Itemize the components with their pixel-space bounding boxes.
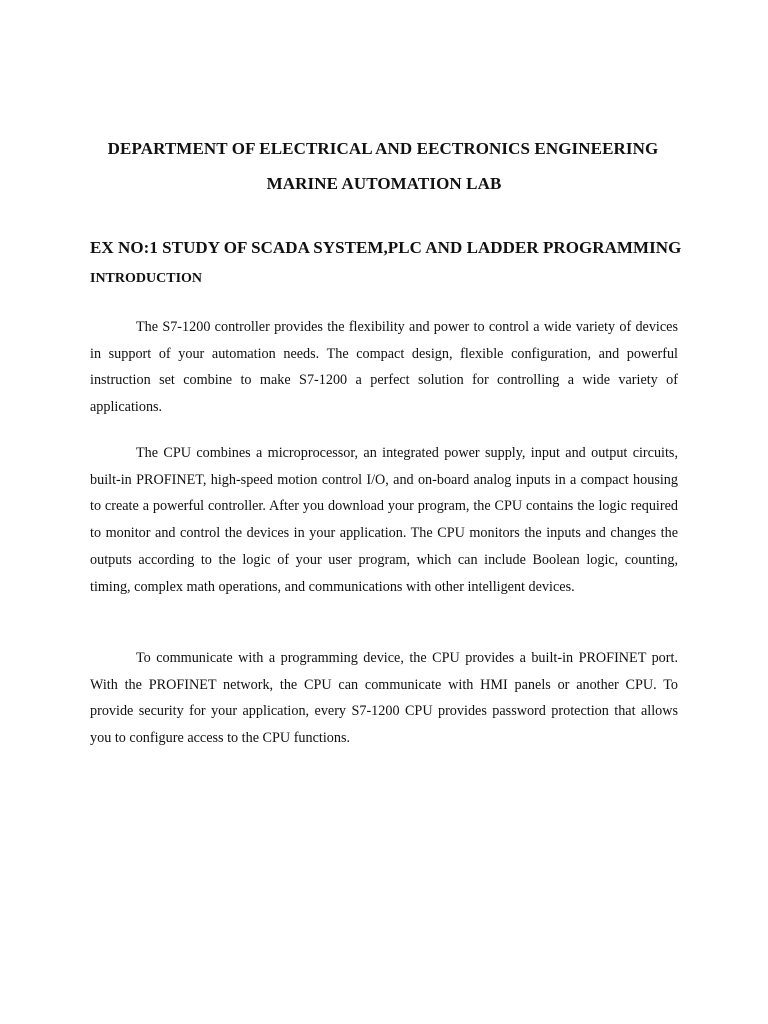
lab-heading: MARINE AUTOMATION LAB	[266, 174, 502, 193]
paragraph-2: The CPU combines a microprocessor, an integrated power supply, input and output circuits, built-in PROFINET, high-speed motion control I/O, and on-board analog inputs in a compact housing to create a powerful controller. After you download your program, the CPU contains the logic required to monitor and control the devices in your application. The CPU monitors the inputs and changes the outputs according to the logic of your user program, which can include Boolean logic, counting, timing, complex math operations, and communications with other intelligent devices.	[90, 445, 678, 595]
department-heading: DEPARTMENT OF ELECTRICAL AND EECTRONICS ENGINEERING	[107, 139, 659, 158]
paragraph-1: The S7-1200 controller provides the flexibility and power to control a wide variety of devices in support of your automation needs. The compact design, flexible configuration, and powerful instruction set combine to make S7-1200 a perfect solution for controlling a wide variety of applications.	[90, 319, 678, 416]
section-heading: INTRODUCTION	[90, 271, 203, 286]
paragraph-3: To communicate with a programming device, the CPU provides a built-in PROFINET port. With the PROFINET network, the CPU can communicate with HMI panels or another CPU. To provide security for your application, every S7-1200 CPU provides password protection that allows you to configure access to the CPU functions.	[90, 650, 678, 747]
exercise-title: EX NO:1 STUDY OF SCADA SYSTEM,PLC AND LADDER PROGRAMMING	[90, 238, 682, 257]
